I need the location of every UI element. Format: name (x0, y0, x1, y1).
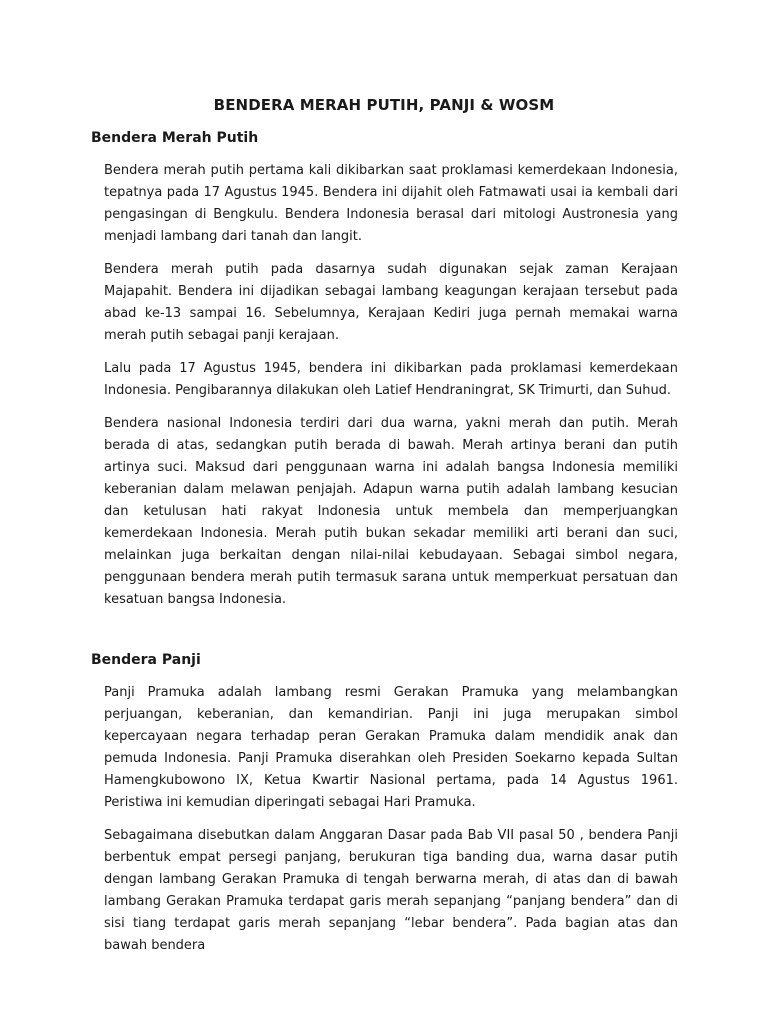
paragraph: Bendera nasional Indonesia terdiri dari dua warna, yakni merah dan putih. Merah berada di atas, sedangkan putih berada di bawah. Merah artinya berani dan putih artinya suci. Maksud dari penggunaan warna ini adalah bangsa Indonesia memiliki keberanian dalam melawan penjajah. Adapun warna putih adalah lambang kesucian dan ketulusan hati rakyat Indonesia untuk membela dan memperjuangkan kemerdekaan Indonesia. Merah putih bukan sekadar memiliki arti berani dan suci, melainkan juga berkaitan dengan nilai-nilai kebudayaan. Sebagai simbol negara, penggunaan bendera merah putih termasuk sarana untuk memperkuat persatuan dan kesatuan bangsa Indonesia. (104, 416, 678, 607)
section-heading-panji: Bendera Panji (91, 652, 201, 668)
section-heading-merah-putih: Bendera Merah Putih (91, 130, 259, 146)
paragraph: Lalu pada 17 Agustus 1945, bendera ini dikibarkan pada proklamasi kemerdekaan Indonesia. Pengibarannya dilakukan oleh Latief Hendraningrat, SK Trimurti, dan Suhud. (104, 361, 678, 398)
paragraph: Sebagaimana disebutkan dalam Anggaran Dasar pada Bab VII pasal 50 , bendera Panji berbentuk empat persegi panjang, berukuran tiga banding dua, warna dasar putih dengan lambang Gerakan Pramuka di tengah berwarna merah, di atas dan di bawah lambang Gerakan Pramuka terdapat garis merah sepanjang “panjang bendera” dan di sisi tiang terdapat garis merah sepanjang “lebar bendera”. Pada bagian atas dan bawah bendera (104, 828, 678, 953)
document-title: BENDERA MERAH PUTIH, PANJI & WOSM (213, 96, 555, 114)
paragraph: Bendera merah putih pada dasarnya sudah digunakan sejak zaman Kerajaan Majapahit. Bendera ini dijadikan sebagai lambang keagungan kerajaan tersebut pada abad ke-13 sampai 16. Sebelumnya, Kerajaan Kediri juga pernah memakai warna merah putih sebagai panji kerajaan. (104, 262, 678, 343)
paragraph: Bendera merah putih pertama kali dikibarkan saat proklamasi kemerdekaan Indonesia, tepatnya pada 17 Agustus 1945. Bendera ini dijahit oleh Fatmawati usai ia kembali dari pengasingan di Bengkulu. Bendera Indonesia berasal dari mitologi Austronesia yang menjadi lambang dari tanah dan langit. (104, 163, 678, 244)
paragraph: Panji Pramuka adalah lambang resmi Gerakan Pramuka yang melambangkan perjuangan, keberanian, dan kemandirian. Panji ini juga merupakan simbol kepercayaan negara terhadap peran Gerakan Pramuka dalam mendidik anak dan pemuda Indonesia. Panji Pramuka diserahkan oleh Presiden Soekarno kepada Sultan Hamengkubowono IX, Ketua Kwartir Nasional pertama, pada 14 Agustus 1961. Peristiwa ini kemudian diperingati sebagai Hari Pramuka. (104, 685, 678, 810)
